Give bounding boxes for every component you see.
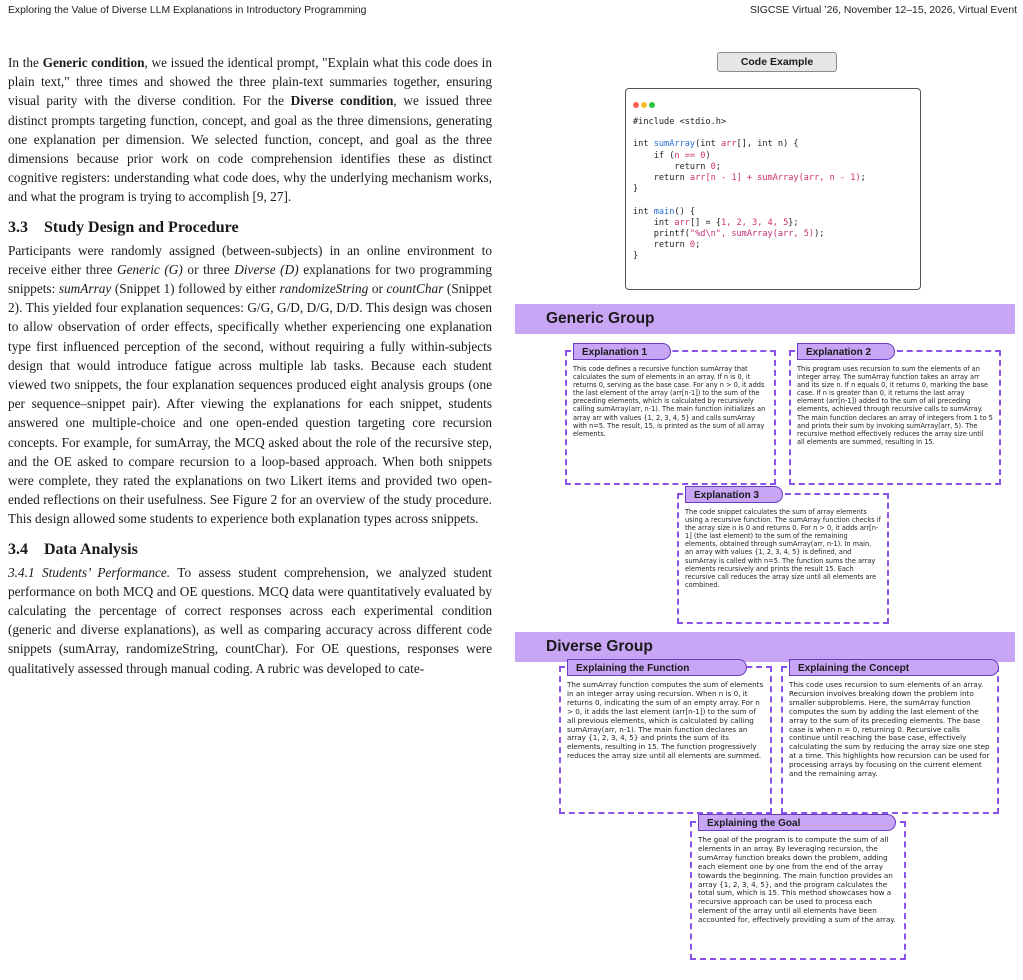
window-controls bbox=[633, 95, 657, 113]
minimize-dot-icon bbox=[641, 102, 647, 108]
generic-explanation-1 bbox=[565, 347, 776, 485]
card-label: Explaining the Goal bbox=[698, 814, 896, 831]
close-dot-icon bbox=[633, 102, 639, 108]
card-label: Explaining the Concept bbox=[789, 659, 999, 676]
generic-group-band: Generic Group bbox=[515, 304, 1015, 334]
diverse-group-band: Diverse Group bbox=[515, 632, 1015, 662]
text-column bbox=[8, 53, 492, 678]
diverse-explanation-function bbox=[559, 663, 772, 814]
code-listing: #include <stdio.h> int sumArray(int arr[], int n) { if (n == 0) return 0; return arr[n - 1] + sumArray(arr, n - 1); } int main() { int arr[] = {1, 2, 3, 4, 5}; printf("%d\n", sumArray(arr, 5)); return 0; } bbox=[633, 117, 866, 262]
code-example-button: Code Example bbox=[717, 52, 837, 72]
card-text: This program uses recursion to sum the elements of an integer array. The sumArray function takes an array arr and its size n. If n equals 0, it returns 0, marking the base case. If n is greater than 0, it returns the last array element (arr[n-1]) added to the sum of all preceding elements, achieved through recursive calls to sumArray. The main function declares an array of integers from 1 to 5 and prints their sum by invoking sumArray(arr, 5). The recursive method effectively reduces the array size until all elements are summed, resulting in 15. bbox=[797, 365, 993, 446]
paragraph-study-design: Participants were randomly assigned (between-subjects) in an online environment to receive either three Generic (G) or three Diverse (D) explanations for two programming snippets: sumArray (Snippet 1) followed by either randomizeString or countChar (Snippet 2). This yielded four explanation sequences: G/G, G/D, D/G, D/D. This design was chosen to allow observation of order effects, specifically whether experiencing one explanation type first influenced perception of the second, without requiring a fully within-subjects design that would introduce fatigue across multiple lab tasks. Because each student viewed two snippets, the four explanation sequences produced eight analysis groups (one per sequence–snippet pair). After viewing the explanations for each snippet, students answered one multiple-choice and one open-ended question targeting core recursion concepts. For example, for sumArray, the MCQ asked about the role of the recursive step, and the OE asked to compare recursion to a loop-based approach. When both snippets were complete, they rated the explanations on two Likert items and provided two open-ended reflections on their usefulness. See Figure 2 for an overview of the study procedure. This design allowed some students to experience both explanation types across snippets. bbox=[8, 242, 493, 527]
card-label: Explaining the Function bbox=[567, 659, 747, 676]
code-window bbox=[625, 88, 921, 290]
section-heading-3-3: 3.3 Study Design and Procedure bbox=[8, 218, 239, 236]
card-label: Explanation 2 bbox=[797, 343, 895, 360]
maximize-dot-icon bbox=[649, 102, 655, 108]
generic-explanation-2 bbox=[789, 347, 1001, 485]
running-header-title: Exploring the Value of Diverse LLM Explanations in Introductory Programming bbox=[8, 5, 367, 16]
paragraph-conditions: In the Generic condition, we issued the identical prompt, "Explain what this code does in plain text," three times and showed the three plain-text summaries together, ensuring visual parity with the diverse condition. For the Diverse condition, we issued three distinct prompts targeting function, concept, and goal as the three dimensions, generating one explanation per dimension. We selected function, concept, and goal as the three dimensions because prior work on code comprehension identifies these as distinct cognitive registers: understanding what code does, why the underlying mechanism works, and what the program is trying to accomplish [9, 27]. bbox=[8, 55, 493, 205]
generic-explanation-3 bbox=[677, 490, 889, 624]
diverse-explanation-concept bbox=[781, 663, 999, 814]
paragraph-performance: 3.4.1 Students’ Performance. To assess student comprehension, we analyzed student performance on both MCQ and OE questions. MCQ data were quantitatively evaluated by calculating the percentage of correct responses across each experimental condition (generic and diverse explanations), as well as comparing accuracy across different code snippets (sumArray, randomizeString, countChar). For OE questions, responses were qualitatively assessed through manual coding. A rubric was developed to cate- bbox=[8, 564, 492, 676]
study-figure bbox=[515, 46, 1015, 980]
section-heading-3-4: 3.4 Data Analysis bbox=[8, 540, 138, 558]
card-text: This code uses recursion to sum elements of an array. Recursion involves breaking down the problem into smaller subproblems. Here, the sumArray function computes the sum by adding the last element of the array to the sum of its preceding elements. The base case is when n = 0, returning 0. Recursive calls continue until reaching the base case, effectively calculating the sum by reducing the array size one step at a time. This highlights how recursion can be used for processing arrays by focusing on the current element and the remaining array. bbox=[789, 680, 990, 779]
card-text: The goal of the program is to compute the sum of all elements in an array. By leveraging recursion, the sumArray function breaks down the problem, adding each element one by one from the end of the array towards the beginning. The main function provides an array {1, 2, 3, 4, 5}, and the program calculates the total sum, which is 15. This method showcases how a recursive approach can be used to process each element of the array until all elements have been accounted for, effectively providing a sum of the array. bbox=[698, 835, 896, 925]
diverse-explanation-goal bbox=[690, 818, 906, 960]
card-text: The code snippet calculates the sum of array elements using a recursive function. The sumArray function checks if the array size n is 0 and returns 0. For n > 0, it adds arr[n-1] (the last element) to the sum of the remaining elements, obtained through sumArray(arr, n-1). In main, an array with values {1, 2, 3, 4, 5} is defined, and sumArray is called with n=5. The function sums the array elements recursively and prints the result 15. Each recursive call reduces the array size until all elements are combined. bbox=[685, 508, 881, 589]
running-header-venue: SIGCSE Virtual ’26, November 12–15, 2026, Virtual Event bbox=[749, 5, 1017, 16]
card-text: This code defines a recursive function sumArray that calculates the sum of elements in an array. If n is 0, it returns 0, serving as the base case. For any n > 0, it adds the last element of the array (arr[n-1]) to the sum of the preceding elements, which is calculated by recursively calling sumArray(arr, n-1). The main function initializes an array arr with values {1, 2, 3, 4, 5} and calls sumArray with n=5. The result, 15, is printed as the sum of all array elements. bbox=[573, 365, 766, 438]
card-label: Explanation 3 bbox=[685, 486, 783, 503]
card-label: Explanation 1 bbox=[573, 343, 671, 360]
card-text: The sumArray function computes the sum of elements in an integer array using recursion. When n is 0, it returns 0, indicating the sum of an empty array. For n > 0, it adds the last element (arr[n-1]) to the sum of all previous elements, which is calculated by calling sumArray(arr, n-1). The main function declares an array {1, 2, 3, 4, 5} and prints the sum of its elements, resulting in 15. The function progressively reduces the array size until all elements are summed. bbox=[567, 680, 764, 761]
